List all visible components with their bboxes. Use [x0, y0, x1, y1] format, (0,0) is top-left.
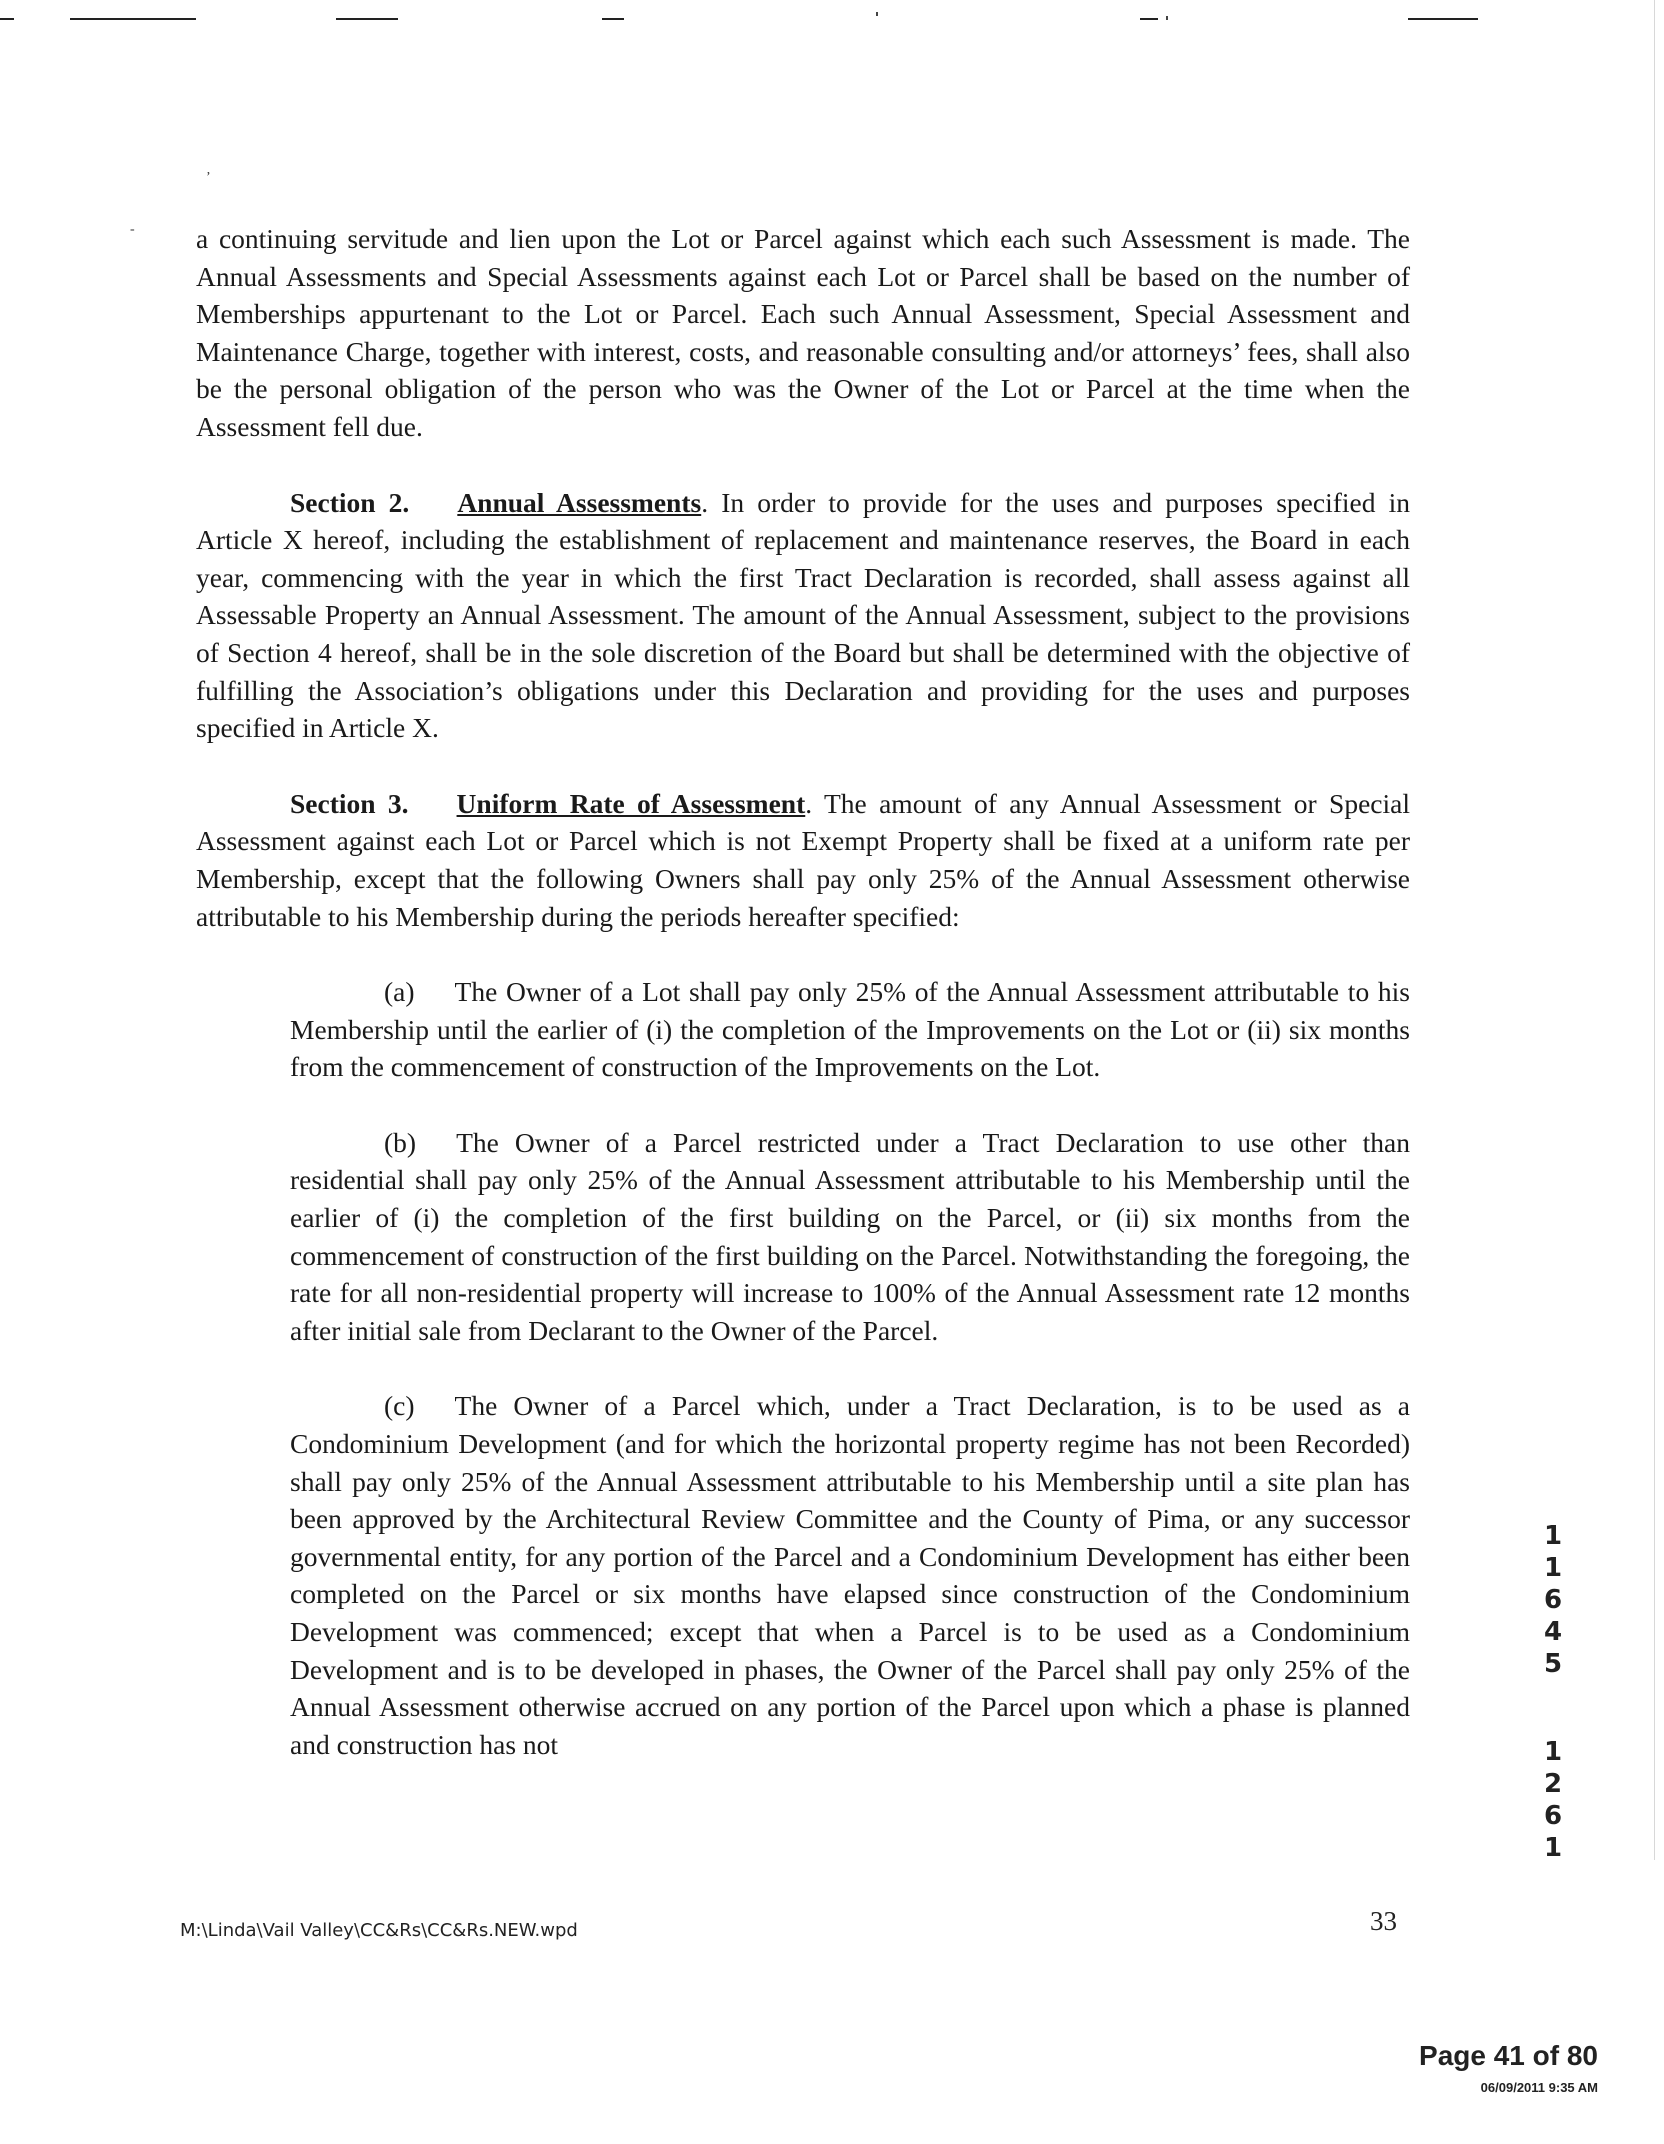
scan-edge-line	[1654, 0, 1655, 1860]
section-2-text: . In order to provide for the uses and purposes specified in Article X hereof, including the establishment of replacement and maintenance reserves, the Board in each year, commencing with the year in which the first Tract Declaration is recorded, shall assess against all Assessable Property an Annual Assessment. The amount of the Annual Assessment, subject to the provisions of Section 4 hereof, shall be in the sole discretion of the Board but shall be determined with the objective of fulfilling the Association’s obligations under this Declaration and providing for the uses and purposes specified in Article X.	[196, 486, 1410, 744]
subsection-a-marker: (a)	[384, 976, 415, 1008]
margin-digit: 5	[1543, 1649, 1563, 1679]
footer-file-path: M:\Linda\Vail Valley\CC&Rs\CC&Rs.NEW.wpd	[180, 1920, 578, 1941]
subsection-a-text: The Owner of a Lot shall pay only 25% of the Annual Assessment attributable to his Membership until the earlier of (i) the completion of the Improvements on the Lot or (ii) six months from the commencement of construction of the Improvements on the Lot.	[290, 976, 1410, 1083]
intro-paragraph: a continuing servitude and lien upon the Lot or Parcel against which each such Assessment is made. The Annual Assessments and Special Assessments against each Lot or Parcel shall be based on the number of Memberships appurtenant to the Lot or Parcel. Each such Annual Assessment, Special Assessment and Maintenance Charge, together with interest, costs, and reasonable consulting and/or attorneys’ fees, shall also be the personal obligation of the person who was the Owner of the Lot or Parcel at the time when the Assessment fell due.	[196, 223, 1410, 442]
subsection-c	[290, 1387, 1410, 1763]
margin-digit: 6	[1543, 1801, 1563, 1831]
section-2-title: Annual Assessments	[457, 486, 702, 518]
margin-digit: 1	[1543, 1737, 1563, 1767]
subsection-c-marker: (c)	[384, 1390, 415, 1422]
margin-digit: 1	[1543, 1833, 1563, 1863]
recording-page-label: Page 41 of 80	[1419, 2040, 1598, 2071]
subsection-c-text: The Owner of a Parcel which, under a Tract Declaration, is to be used as a Condominium Development (and for which the horizontal property regime has not been Recorded) shall pay only 25% of the Annual Assessment attributable to his Membership until a site plan has been approved by the Architectural Review Committee and the County of Pima, or any successor governmental entity, for any portion of the Parcel and a Condominium Development has either been completed on the Parcel or six months have elapsed since construction of the Condominium Development was commenced; except that when a Parcel is to be used as a Condominium Development and is to be developed in phases, the Owner of the Parcel shall pay only 25% of the Annual Assessment otherwise accrued on any portion of the Parcel upon which a phase is planned and construction has not	[290, 1390, 1410, 1760]
recording-datetime: 06/09/2011 9:35 AM	[1480, 2080, 1598, 2095]
document-body	[196, 220, 1410, 1763]
margin-digit: 4	[1543, 1617, 1563, 1647]
margin-digit: 6	[1543, 1585, 1563, 1615]
page-number: 33	[1370, 1906, 1397, 1936]
section-3-text: . The amount of any Annual Assessment or Special Assessment against each Lot or Parcel which is not Exempt Property shall be fixed at a uniform rate per Membership, except that the following Owners shall pay only 25% of the Annual Assessment otherwise attributable to his Membership during the periods hereafter specified:	[196, 787, 1410, 932]
subsection-a	[290, 973, 1410, 1086]
subsection-b-text: The Owner of a Parcel restricted under a Tract Declaration to use other than residential shall pay only 25% of the Annual Assessment attributable to his Membership until the earlier of (i) the completion of the first building on the Parcel, or (ii) six months from the commencement of construction of the first building on the Parcel. Notwithstanding the foregoing, the rate for all non-residential property will increase to 100% of the Annual Assessment rate 12 months after initial sale from Declarant to the Owner of the Parcel.	[290, 1126, 1410, 1346]
margin-digit: 1	[1543, 1553, 1563, 1583]
margin-recording-number	[1538, 1520, 1568, 1864]
margin-digit: 1	[1543, 1521, 1563, 1551]
margin-digit: 2	[1543, 1769, 1563, 1799]
section-3-paragraph	[196, 785, 1410, 935]
section-2-paragraph	[196, 484, 1410, 747]
stray-scan-speck: -	[130, 222, 135, 237]
subsection-b-marker: (b)	[384, 1126, 417, 1158]
stray-scan-speck: ’	[206, 170, 211, 185]
section-3-label: Section 3.	[290, 787, 409, 819]
scan-edge-marks	[0, 0, 1664, 40]
section-3-title: Uniform Rate of Assessment	[456, 787, 806, 819]
section-2-label: Section 2.	[290, 486, 410, 518]
subsection-b	[290, 1124, 1410, 1350]
